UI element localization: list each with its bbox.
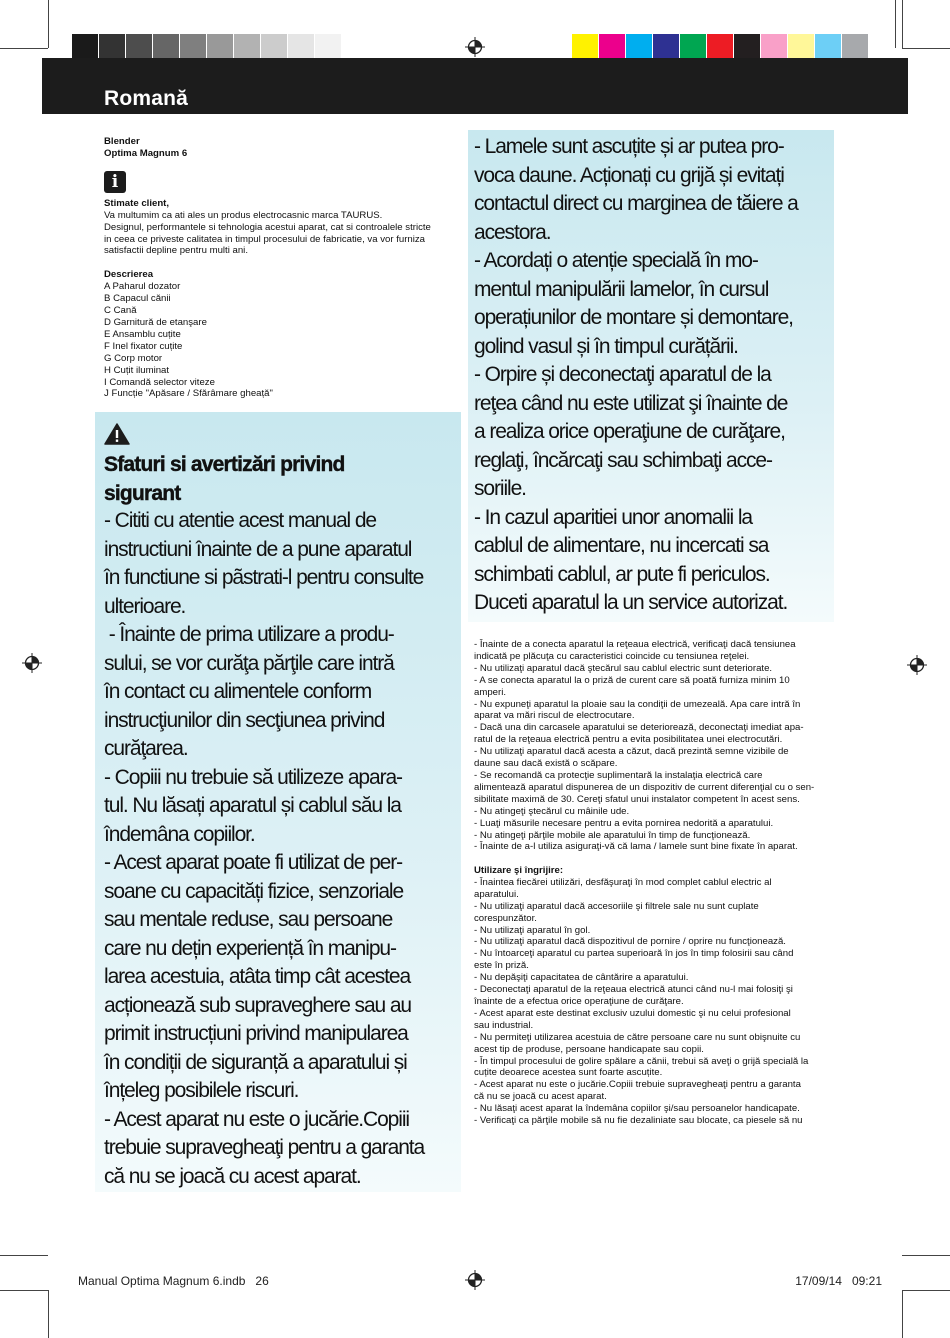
safety-line: - Nu atingeţi ştecărul cu mâinile ude. [474, 805, 630, 817]
crop-mark [48, 1290, 49, 1338]
use-care-line: sau industrial. [474, 1019, 534, 1031]
safety-line: - Se recomandă ca protecţie suplimentară la instalaţia electrică care [474, 769, 763, 781]
crop-mark [902, 1290, 903, 1338]
use-care-line: acest tip de produse, persoane handicapate sau copii. [474, 1043, 704, 1055]
use-care-line: corespunzător. [474, 912, 537, 924]
warning-line: înțeleg posibilele riscuri. [104, 1079, 299, 1102]
intro-line: in ceea ce priveste calitatea in timpul procesului de fabricatie, va vor furniza [104, 233, 426, 245]
use-care-line: aparatului. [474, 888, 519, 900]
warning-line: - Orpire și deconectaţi aparatul de la [474, 363, 771, 386]
crop-mark [0, 1290, 48, 1291]
safety-line: - Nu expuneţi aparatul la ploaie sau la condiţii de umezeală. Apa care intră în [474, 698, 801, 710]
safety-line: - Nu utilizaţi aparatul dacă ştecărul sau cablul electric sunt deteriorate. [474, 662, 773, 674]
safety-line: - Nu utilizaţi aparatul dacă acesta a căzut, dacă prezintă semne vizibile de [474, 746, 789, 758]
warning-line: trebuie supravegheaţi pentru a garanta [104, 1136, 425, 1159]
description-item: H Cuțit iluminat [104, 364, 170, 376]
intro-line: Va multumim ca ati ales un produs electrocasnic marca TAURUS. [104, 209, 383, 221]
warning-line: - Acest aparat poate fi utilizat de per- [104, 851, 403, 874]
warning-line: - Acordați o atenție specială în mo- [474, 249, 758, 272]
crop-mark [902, 1255, 950, 1256]
crop-mark [902, 0, 903, 48]
warning-line: - Acest aparat nu este o jucărie.Copiii [104, 1107, 409, 1131]
page-title: Romană [104, 87, 189, 110]
warning-line: îndemâna copiilor. [104, 822, 255, 846]
warning-line: schimbati cablul, ar pute fi periculos. [474, 562, 770, 586]
description-item: B Capacul cănii [104, 293, 171, 305]
use-care-line: este în priză. [474, 960, 529, 972]
warning-line: operațiunilor de montare și demontare, [474, 306, 793, 329]
info-icon: i [104, 171, 126, 193]
warning-line: sau mentale reduse, sau persoane [104, 908, 393, 931]
description-list [104, 281, 449, 400]
warning-line: soriile. [474, 477, 526, 500]
warning-line: - Copiii nu trebuie să utilizeze apara- [104, 765, 402, 789]
warning-line: mentul manipulării lamelor, în cursul [474, 277, 769, 301]
warning-line: tul. Nu lăsați aparatul și cablul său la [104, 794, 401, 817]
use-care-line: - Nu întoarceţi aparatul cu partea superioară în jos în timp folosirii sau când [474, 948, 794, 960]
description-item: G Corp motor [104, 352, 163, 364]
registration-mark-icon [465, 1270, 485, 1290]
description-item: E Ansamblu cuțite [104, 328, 181, 340]
warning-line: curăţarea. [104, 737, 188, 760]
warning-line: a realiza orice operaţiune de curăţare, [474, 420, 785, 443]
warning-line: - Înainte de prima utilizare a produ- [104, 623, 394, 646]
intro-line: Designul, performantele si tehnologia acestui aparat, cat si controalele stricte [104, 221, 431, 233]
use-care-section [474, 865, 826, 1127]
warning-line: reţea când nu este utilizat şi înainte de [474, 391, 788, 415]
description-item: I Comandă selector viteze [104, 376, 215, 388]
warning-line: Duceti aparatul la un service autorizat. [474, 591, 788, 614]
crop-mark [902, 48, 950, 49]
safety-line: ratul de la reţeaua electrică pentru a evita posibilitatea unei electrocutări. [474, 734, 783, 746]
safety-line: indicată pe plăcuţa cu caracteristici coincide cu tensiunea reţelei. [474, 650, 750, 662]
crop-mark [895, 0, 896, 48]
warning-line: - Cititi cu atentie acest manual de [104, 509, 376, 532]
warning-line: voca daune. Acționați cu grijă și evitați [474, 163, 784, 187]
registration-mark-icon [22, 653, 42, 673]
warning-line: instrucţiunilor din secţiunea privind [104, 708, 385, 732]
warning-line: cablul de alimentare, nu incercati sa [474, 534, 769, 557]
use-care-line: - Verificaţi ca părţile mobile să nu fie dezaliniate sau blocate, ca piesele să nu [474, 1115, 803, 1127]
description-item: C Cană [104, 305, 137, 317]
description-item: J Funcție "Apăsare / Sfărâmare gheață" [104, 388, 273, 400]
warning-line: care nu dețin experiență în manipu- [104, 936, 396, 960]
intro-text [104, 210, 449, 258]
warning-line: - In cazul aparitiei unor anomalii la [474, 505, 752, 529]
use-care-line: - Nu lăsaţi acest aparat la îndemâna copiilor şi/sau persoanelor handicapate. [474, 1103, 800, 1115]
crop-mark [48, 0, 49, 48]
use-care-line: - Nu utilizaţi aparatul în gol. [474, 924, 591, 936]
footer-timestamp: 17/09/14 09:21 [795, 1274, 882, 1288]
safety-line: - Înainte de a-l utiliza asiguraţi-vă că lama / lamele sunt bine fixate în aparat. [474, 841, 798, 853]
safety-line: - Luaţi măsurile necesare pentru a evita pornirea nedorită a aparatului. [474, 817, 774, 829]
warning-line: - Lamele sunt ascuțite și ar putea pro- [474, 135, 784, 158]
use-care-line: - Înaintea fiecărei utilizări, desfăşuraţi în mod complet cablul electric al [474, 876, 772, 888]
warning-line: golind vasul și în timpul curățării. [474, 334, 738, 358]
warning-text-right [474, 133, 830, 618]
description-title: Descrierea [104, 269, 154, 281]
warning-line: instructiuni înainte de a pune aparatul [104, 537, 412, 561]
warning-line: contactul direct cu marginea de tăiere a [474, 192, 798, 215]
use-care-line: - Acest aparat nu este o jucărie.Copiii trebuie supravegheaţi pentru a garanta [474, 1079, 801, 1091]
footer-filename: Manual Optima Magnum 6.indb 26 [78, 1274, 269, 1288]
safety-line: - Nu atingeţi părţile mobile ale aparatului în timp de funcţionează. [474, 829, 751, 841]
warning-line: în functiune si pãstrati-l pentru consulte [104, 566, 424, 589]
use-care-line: cuțite deoarece acestea sunt foarte ascuțite. [474, 1067, 663, 1079]
description-item: F Inel fixator cuțite [104, 340, 183, 352]
warning-title-line: sigurant [104, 481, 181, 505]
intro-section [104, 136, 449, 400]
safety-list [474, 639, 826, 853]
use-care-line: - Acest aparat este destinat exclusiv uzului domestic şi nu celui profesional [474, 1007, 791, 1019]
use-care-line: înainte de a efectua orice operaţiune de curăţare. [474, 995, 684, 1007]
safety-line: daune sau dacă există o scăpare. [474, 758, 618, 770]
warning-triangle-icon [104, 423, 130, 445]
safety-line: aparat va mări riscul de electrocutare. [474, 710, 635, 722]
warning-line: acestora. [474, 220, 551, 244]
warning-line: primit instrucțiuni privind manipularea [104, 1022, 408, 1045]
greeting: Stimate client, [104, 197, 170, 209]
use-care-line: - Nu utilizaţi aparatul dacă accesoriile şi filtrele sale nu sunt cuplate [474, 900, 759, 912]
warning-line: larea acestuia, atâta timp cât acestea [104, 965, 411, 988]
description-item: A Paharul dozator [104, 281, 181, 293]
use-care-line: - Deconectaţi aparatul de la reţeaua electrică atunci când nu-l mai folosiţi şi [474, 984, 793, 996]
use-care-line: - În timpul procesului de golire spălare a cănii, trebui să aveţi o grijă specială la [474, 1055, 809, 1067]
warning-line: soane cu capacități fizice, senzoriale [104, 879, 404, 903]
safety-line: - Dacă una din carcasele aparatului se deteriorează, deconectaţi imediat apa- [474, 722, 804, 734]
description-item: D Garnitură de etanşare [104, 316, 207, 328]
crop-mark [902, 1290, 950, 1291]
warning-title-line: Sfaturi si avertizări privind [104, 453, 345, 476]
registration-mark-icon [907, 655, 927, 675]
use-care-line: că nu se joacă cu acest aparat. [474, 1091, 607, 1103]
safety-line: - Înainte de a conecta aparatul la reţeaua electrică, verificaţi dacă tensiunea [474, 639, 796, 650]
warning-title [104, 451, 454, 508]
use-care-line: - Nu depăşiţi capacitatea de cântărire a aparatului. [474, 972, 689, 984]
use-care-title: Utilizare şi îngrijire: [474, 865, 564, 876]
crop-mark [0, 48, 48, 49]
crop-mark [0, 1255, 48, 1256]
use-care-line: - Nu permiteţi utilizarea acestuia de către persoane care nu sunt obişnuite cu [474, 1031, 801, 1043]
warning-line: ulterioare. [104, 594, 186, 618]
intro-line: satisfactii depline pentru multi ani. [104, 245, 248, 257]
safety-line: alimentează aparatul dispunerea de un dispozitiv de current diferenţial cu o sen- [474, 781, 815, 793]
warning-line: sului, se vor curăţa părţile care intră [104, 651, 394, 675]
registration-mark-icon [465, 37, 485, 57]
warning-line: acționează sub supraveghere sau au [104, 993, 412, 1017]
product-model: Optima Magnum 6 [104, 147, 188, 159]
warning-line: că nu se joacă cu acest aparat. [104, 1164, 361, 1188]
warning-line: în condiții de siguranță a aparatului și [104, 1050, 407, 1074]
product-line: Blender [104, 136, 140, 147]
warning-line: în contact cu alimentele conform [104, 680, 372, 703]
warning-text-left [104, 507, 454, 1191]
use-care-line: - Nu utilizaţi aparatul dacă dispozitivul de pornire / oprire nu funcţionează. [474, 936, 786, 948]
safety-line: amperi. [474, 686, 506, 698]
warning-line: reglaţi, încărcaţi sau schimbaţi acce- [474, 448, 772, 472]
safety-line: sibilitate maximă de 30. Cereţi sfatul unui instalator competent în acest sens. [474, 793, 800, 805]
safety-line: - A se conecta aparatul la o priză de curent care să poată furniza minim 10 [474, 674, 790, 686]
